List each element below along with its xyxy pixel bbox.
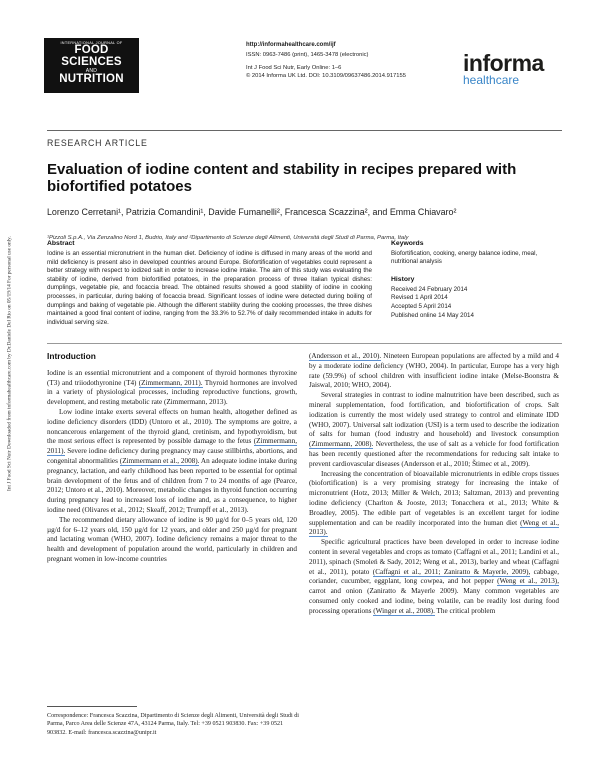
paragraph: [47, 369, 297, 408]
article-title: Evaluation of iodine content and stability in recipes prepared with biofortified potatoes: [47, 161, 517, 195]
footnote-divider: [47, 706, 137, 707]
publisher-subname: healthcare: [463, 73, 520, 87]
article-type: RESEARCH ARTICLE: [47, 138, 148, 148]
paragraph: [47, 408, 297, 516]
text-run: Low iodine intake exerts several effects on human health, altogether defined as iodine deficiency disorders (IDD) (Untoro et al., 2010). The symptoms are goitre, a noncancerous enlargement of the thyroid gland, cretinism, and hypothyroidism, but the most serious effect is represented by possible damage to the fetus: [47, 407, 297, 446]
citation-link[interactable]: (Andersson et al., 2010).: [309, 352, 382, 360]
text-run: Several strategies in contrast to iodine malnutrition have been described, such as mineral supplementation, food fortification, and biofortification of crops. Salt iodization is currently the most widely used strategy to control and eliminate IDD (WHO, 2007). Universal salt iodization (USI) is a term used to describe the iodization of salts for human (food industry and household) and livestock consumption: [309, 391, 559, 439]
history-item: Revised 1 April 2014: [391, 294, 448, 302]
left-column: [47, 352, 297, 565]
paragraph: [309, 538, 559, 616]
header-divider: [47, 130, 562, 131]
publisher-name: informa: [463, 50, 544, 76]
history-list: [391, 286, 561, 320]
citation-link[interactable]: (Weng et al., 2013).: [309, 518, 559, 537]
author-list: Lorenzo Cerretani¹, Patrizia Comandini¹, Davide Fumanelli², Francesca Scazzina², and Emma Chiavaro²: [47, 207, 457, 217]
journal-header: [205, 42, 445, 79]
text-run: cabbage, coriander, cucumber, eggplant, long cowpea, and hot pepper: [309, 567, 559, 586]
history-item: Received 24 February 2014: [391, 285, 468, 293]
article-meta: [391, 240, 561, 320]
citation-link[interactable]: (Zimmermann et al., 2008).: [119, 456, 200, 465]
text-run: Severe iodine deficiency during pregnancy may cause stillbirths, abortions, and congenital abnormalities: [47, 447, 297, 465]
abstract-section: [47, 240, 372, 327]
history-label: History: [391, 275, 415, 283]
text-run: An adequate iodine intake during pregnancy, lactation, and early childhood has been reported to be essential for optimal brain development of the fetus and of children from 7 to 24 months of age (Pearce, 2012; Untoro et al., 2010). Moreover, metabolic changes in thyroid function occurring during pregnancy lead to increased loss of iodine and, as a consequence, to higher iodine need (Olivares et al., 2012; Skeaff, 2012; Trumpff et al., 2013).: [47, 456, 297, 514]
journal-logo-line2: FOOD: [74, 44, 109, 56]
citation-link[interactable]: (Zimmermann, 2011).: [138, 378, 203, 387]
introduction-heading: Introduction: [47, 351, 96, 361]
journal-url[interactable]: http://informahealthcare.com/ijf: [246, 42, 336, 48]
journal-logo-line4: AND: [85, 68, 98, 74]
text-run: Thyroid hormones are involved in a variety of physiological processes, including reproductive functions, growth, development, and resting metabolic rate (Zimmermann, 2013).: [47, 378, 297, 407]
journal-logo-line3: SCIENCES: [61, 55, 122, 68]
paragraph: [309, 352, 559, 391]
download-notice-text: Int J Food Sci Nutr Downloaded from informahealthcare.com by Dr.Daniele Del Rio on 05/19/14 For personal use only.: [6, 236, 13, 491]
paragraph: [309, 470, 559, 539]
journal-issn: ISSN: 0963-7486 (print), 1465-3478 (electronic): [246, 52, 369, 58]
journal-reference: Int J Food Sci Nutr, Early Online: 1–6: [246, 65, 342, 71]
text-run: Increasing the concentration of bioavailable micronutrients in edible crops tissues (biofortification) is a very promising strategy for increasing the intake of micronutrient (Hotz, 2013; Miller & Welch, 2013; Saltzman, 2013) and preventing iodine deficiency (Charlton & Jooste, 2013; Tonacchera et al., 2013; White & Broadley, 2005). The edible part of vegetables is an excellent target for iodine supplementation and can be readily incorporated into the human diet: [309, 469, 559, 527]
correspondence-footnote: Correspondence: Francesca Scazzina, Dipartimento di Scienze degli Alimenti, Università degli Studi di Parma, Parco Area delle Scienze 47A, 43124 Parma, Italy. Tel: +39 0521 903830. Fax: +39 0521 903832. E-mail: francesca.scazzina@unipr.it: [47, 713, 299, 736]
right-column: [309, 352, 559, 617]
abstract-text: Iodine is an essential micronutrient in the human diet. Deficiency of iodine is diffused in many areas of the world and mild deficiency is present also in developed countries around Europe. Biofortification of vegetables could represent a better strategy with respect to iodized salt in order to increase iodine intake. The aim of this study was evaluating the stability of iodine, derived from biofortified potatoes, in the preparation process of three Italian typical dishes: dumplings, vegetable pie, and focaccia bread. The obtained results showed a good stability of iodine in cooking processes, in particular, during baking of focaccia bread. Significant losses of iodine were detected during boiling of dumplings and baking of vegetable pie. Although the different stability during the cooking processes, the three dishes maintained a good final content of iodine, ranging from the 33.3% to 52.7% of daily recommended intake in adults for individual serving size.: [47, 250, 372, 326]
citation-link[interactable]: (Zimmermann, 2011).: [47, 437, 297, 456]
paragraph: [309, 391, 559, 469]
publisher-logo: [463, 52, 544, 87]
text-run: The recommended dietary allowance of iodine is 90 µg/d for 0–5 years old, 120 µg/d for 6–12 years old, 150 µg/d for 12 years, and older and 250 µg/d for pregnant and lactating woman (WHO, 2007). Iodine deficiency remains a major threat to the health and development of population around the world, particularly in children and pregnant women in low-income countries: [47, 515, 297, 563]
journal-logo-line1: INTERNATIONAL JOURNAL OF: [60, 41, 123, 45]
author-affiliations: ¹Pizzoli S.p.A., Via Zenzalino Nord 1, Budrio, Italy and ²Dipartimento di Scienze degli Alimenti, Università degli Studi di Parma, Parma, Italy: [47, 235, 409, 241]
citation-link[interactable]: (Winger et al., 2008).: [373, 606, 435, 615]
history-item: Accepted 5 April 2014: [391, 303, 452, 310]
journal-logo: [44, 38, 139, 93]
text-run: Nineteen European populations are affected by a mild and 4 by a moderate iodine deficiency (WHO, 2004). In particular, Europe has a very high rate (59.9%) of school children with insufficient iodine intake (Melse-Boonstra & Jaiswal, 2010; WHO, 2004).: [309, 352, 559, 390]
citation-link[interactable]: (Weng et al., 2013),: [497, 577, 559, 586]
text-run: Iodine is an essential micronutrient and a component of thyroid hormones thyroxine (T3) and triiodothyronine (T4): [47, 368, 297, 387]
copyright-doi: © 2014 Informa UK Ltd. DOI: 10.3109/09637486.2014.917155: [246, 73, 406, 79]
citation-link[interactable]: (Zimmermann, 2008).: [309, 440, 374, 449]
text-run: The critical problem: [434, 606, 496, 615]
text-run: Nevertheless, the use of salt as a vehicle for food fortification has been recently questioned after the recommendations for reducing salt intake to prevent cardiovascular diseases (Andersson et al., 2010; Štimec et al., 2009).: [309, 440, 559, 468]
text-run: carrot and onion (Zaniratto & Mayerle 2009). Many common vegetables are consumed only cooked and iodine, being volatile, can be readily lost during food processing operations: [309, 587, 559, 615]
keywords-label: Keywords: [391, 240, 424, 247]
paragraph: [47, 516, 297, 565]
abstract-label: Abstract: [47, 240, 75, 247]
citation-link[interactable]: (Caffagni et al., 2011; Zaniratto & Mayerle, 2009),: [372, 567, 531, 576]
download-notice: [0, 0, 22, 776]
keywords-text: Biofortification, cooking, energy balance iodine, meal, nutritional analysis: [391, 250, 538, 266]
abstract-divider: [47, 343, 562, 344]
journal-logo-line5: NUTRITION: [59, 73, 124, 85]
history-item: Published online 14 May 2014: [391, 311, 474, 319]
text-run: Specific agricultural practices have been developed in order to increase iodine content in several vegetables and crops as tomato (Caffagni et al., 2011; Landini et al., 2011), spinach (Smoleń & Sady, 2012; Weng et al., 2013), barley and wheat (Caffagni et al., 2011), potato: [309, 538, 559, 576]
